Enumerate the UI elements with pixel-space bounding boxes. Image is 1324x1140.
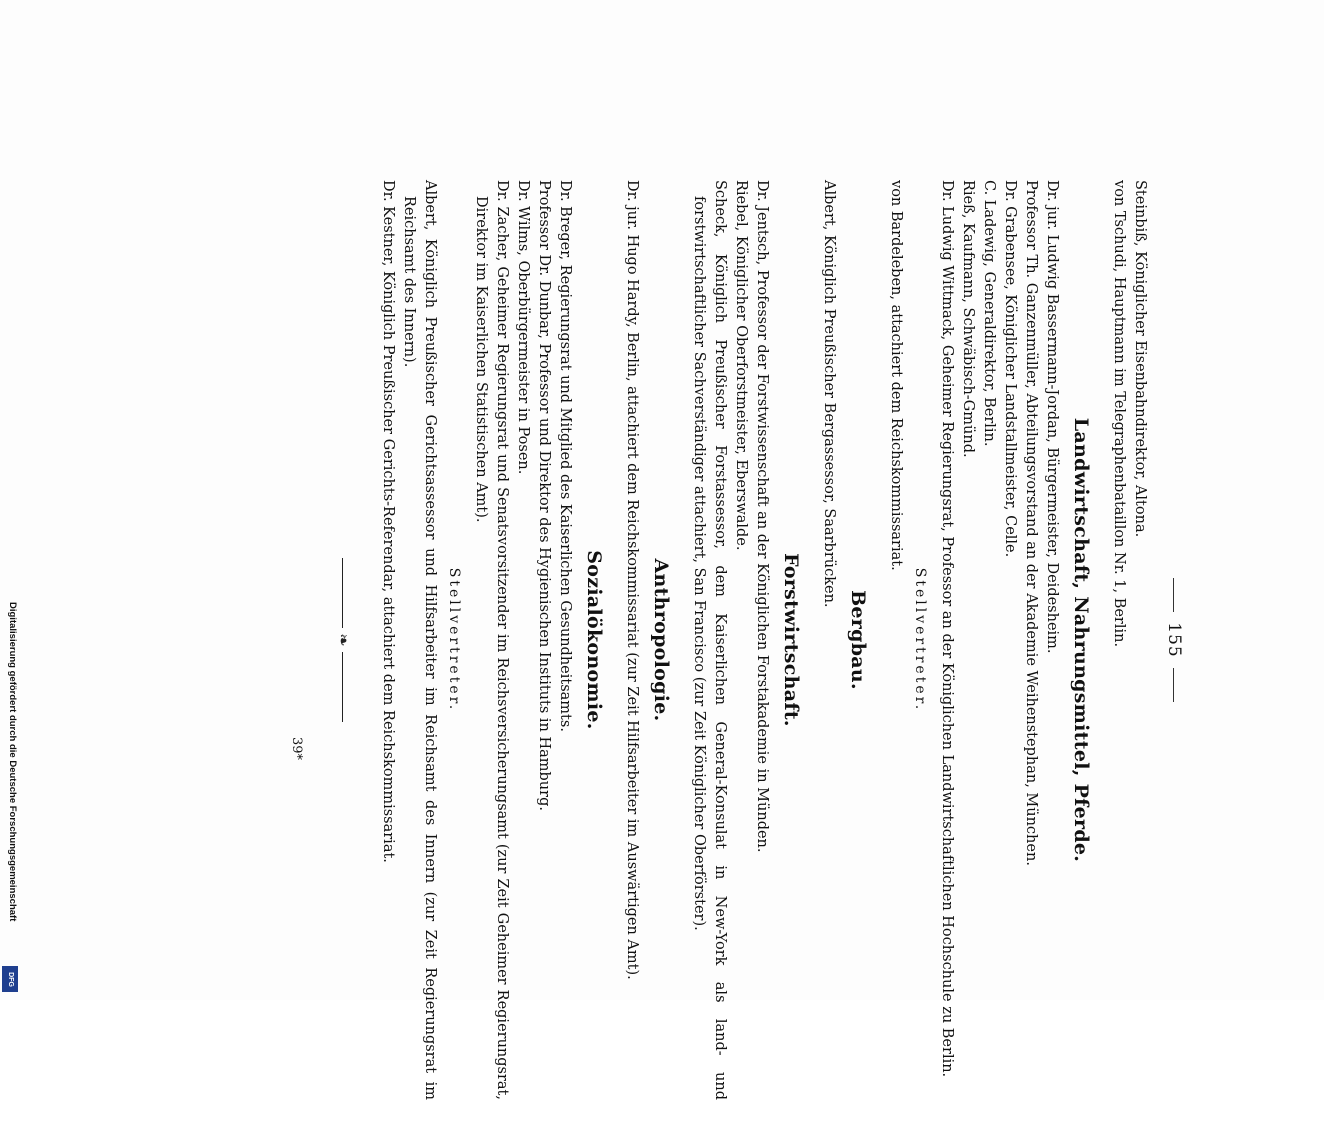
entry: Dr. Wilms, Oberbürgermeister in Posen. bbox=[515, 180, 531, 475]
page-content bbox=[190, 140, 1190, 1100]
entry: Dr. Jentsch, Professor der Forstwissenschaft an der Königlichen Forstakademie in Münden. bbox=[754, 180, 770, 853]
entry: Albert, Königlich Preußischer Bergassessor, Saarbrücken. bbox=[821, 180, 837, 608]
signature-mark: 39* bbox=[289, 736, 304, 760]
entry: Albert, Königlich Preußischer Gerichtsassessor und Hilfsarbeiter im Reichsamt des Innern (zur Zeit Regierungsrat im Reichsamt des Innern). bbox=[401, 180, 438, 1100]
section-heading: Sozialökonomie. bbox=[583, 550, 605, 730]
footer-text: Digitalisierung gefördert durch die Deutsche Forschungsgemeinschaft bbox=[7, 602, 18, 922]
dfg-logo bbox=[2, 966, 18, 992]
section-heading: Landwirtschaft, Nahrungsmittel, Pferde. bbox=[1070, 417, 1092, 863]
ornament-glyph: ❧ bbox=[334, 633, 353, 647]
section-heading: Forstwirtschaft. bbox=[780, 553, 802, 727]
entry: Professor Th. Ganzenmüller, Abteilungsvorstand an der Akademie Weihenstephan, München. bbox=[1023, 180, 1039, 866]
entry: Professor Dr. Dunbar, Professor und Direktor des Hygienischen Instituts in Hamburg. bbox=[536, 180, 552, 811]
entry: Riebel, Königlicher Oberforstmeister, Eberswalde. bbox=[733, 180, 749, 551]
entry: Dr. Kestner, Königlich Preußischer Gerichts-Referendar, attachiert dem Reichskommissariat. bbox=[380, 180, 396, 863]
ornament-line-right bbox=[342, 652, 343, 722]
page-number-rule-right bbox=[1173, 668, 1174, 702]
entry: Dr. Zacher, Geheimer Regierungsrat und Senatsvorsitzender im Reichsversicherungsamt (zur Zeit Geheimer Regierungsrat, Direktor im Kaiserlichen Statistischen Amt). bbox=[473, 180, 510, 1100]
entry: C. Ladewig, Generaldirektor, Berlin. bbox=[981, 180, 997, 447]
page-number-rule-left bbox=[1173, 578, 1174, 612]
section-heading: Bergbau. bbox=[847, 590, 869, 690]
footer-strip bbox=[0, 0, 20, 1000]
entry: Dr. Breger, Regierungsrat und Mitglied des Kaiserlichen Gesundheitsamts. bbox=[557, 180, 573, 732]
deputy-label: Stellvertreter. bbox=[912, 567, 928, 713]
page-number-text: 155 bbox=[1164, 622, 1184, 658]
ornament-line-left bbox=[342, 558, 343, 628]
dfg-logo-text: DFG bbox=[6, 971, 14, 987]
entry: von Tschudi, Hauptmann im Telegraphenbataillon Nr. 1, Berlin. bbox=[1111, 180, 1127, 648]
entry: Steinbiß, Königlicher Eisenbahndirektor, Altona. bbox=[1132, 180, 1148, 538]
section-heading: Anthropologie. bbox=[650, 558, 672, 722]
entry: Dr. jur. Hugo Hardy, Berlin, attachiert dem Reichskommissariat (zur Zeit Hilfsarbeiter im Auswärtigen Amt). bbox=[624, 180, 640, 980]
entry: Dr. Grabensee, Königlicher Landstallmeister, Celle. bbox=[1002, 180, 1018, 558]
ornament-divider bbox=[334, 180, 353, 1100]
entry: Scheck, Königlich Preußischer Forstassessor, dem Kaiserlichen General-Konsulat in New-York als land- und forstwirtschaftlicher Sachverständiger attachiert, San Francisco (zur Zeit Königlicher Oberförster). bbox=[691, 180, 728, 1100]
deputy-label: Stellvertreter. bbox=[446, 567, 462, 713]
entry: Dr. Ludwig Wittmack, Geheimer Regierungsrat, Professor an der Königlichen Landwirtschaftlichen Hochschule zu Berlin. bbox=[939, 180, 955, 1078]
page-number bbox=[1164, 180, 1184, 1100]
text-column bbox=[289, 140, 1190, 1140]
entry: von Bardeleben, attachiert dem Reichskommissariat. bbox=[888, 180, 904, 571]
rotated-page bbox=[170, 140, 1190, 1100]
entry: Rieß, Kaufmann, Schwäbisch-Gmünd. bbox=[960, 180, 976, 458]
entry: Dr. jur. Ludwig Bassermann-Jordan, Bürgermeister, Deidesheim. bbox=[1044, 180, 1060, 654]
